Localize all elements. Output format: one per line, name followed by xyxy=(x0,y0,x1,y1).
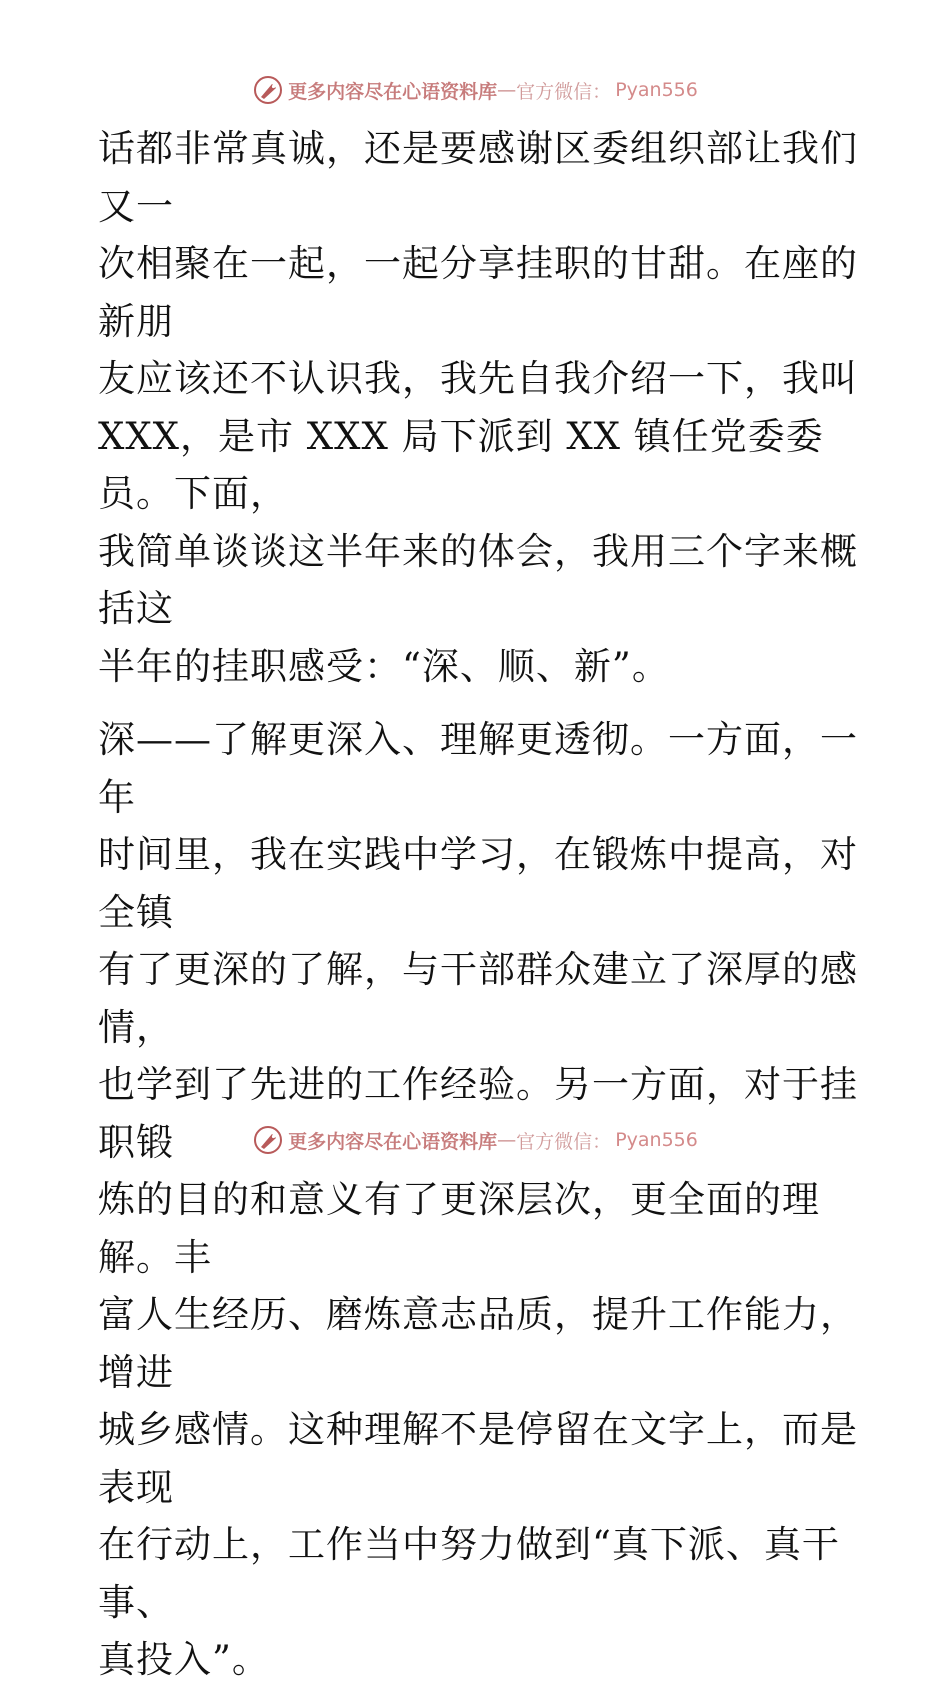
pen-nib-logo-icon xyxy=(252,74,284,106)
watermark-brand: 更多内容尽在心语资料库 xyxy=(288,1130,498,1153)
watermark-wechat-id: Pyan556 xyxy=(615,1129,698,1151)
watermark-dash: — xyxy=(497,79,517,101)
watermark-dash: — xyxy=(497,1129,517,1151)
watermark-brand: 更多内容尽在心语资料库 xyxy=(288,80,498,103)
document-body xyxy=(98,120,858,1689)
pen-nib-logo-icon xyxy=(252,1124,284,1156)
paragraph-intro: 话都非常真诚，还是要感谢区委组织部让我们又一 次相聚在一起，一起分享挂职的甘甜。在座的新朋 友应该还不认识我，我先自我介绍一下，我叫 XXX，是市 XXX 局下派到 XX 镇任党委委员。下面， 我简单谈谈这半年来的体会，我用三个字来概括这 半年的挂职感受：“深、顺、新”。 xyxy=(98,127,858,688)
footer-watermark xyxy=(0,1124,950,1156)
watermark-wechat-id: Pyan556 xyxy=(615,79,698,101)
watermark-label: 官方微信： xyxy=(516,1130,612,1153)
paragraph-deep: 深——了解更深入、理解更透彻。一方面，一年 时间里，我在实践中学习，在锻炼中提高，对全镇 有了更深的了解，与干部群众建立了深厚的感情， 也学到了先进的工作经验。另一方面，对于挂职锻 炼的目的和意义有了更深层次，更全面的理解。丰 富人生经历、磨炼意志品质，提升工作能力，增进 城乡感情。这种理解不是停留在文字上，而是表现 在行动上，工作当中努力做到“真下派、真干事、 真投入”。 xyxy=(98,718,858,1681)
header-watermark xyxy=(0,74,950,106)
watermark-label: 官方微信： xyxy=(516,80,612,103)
